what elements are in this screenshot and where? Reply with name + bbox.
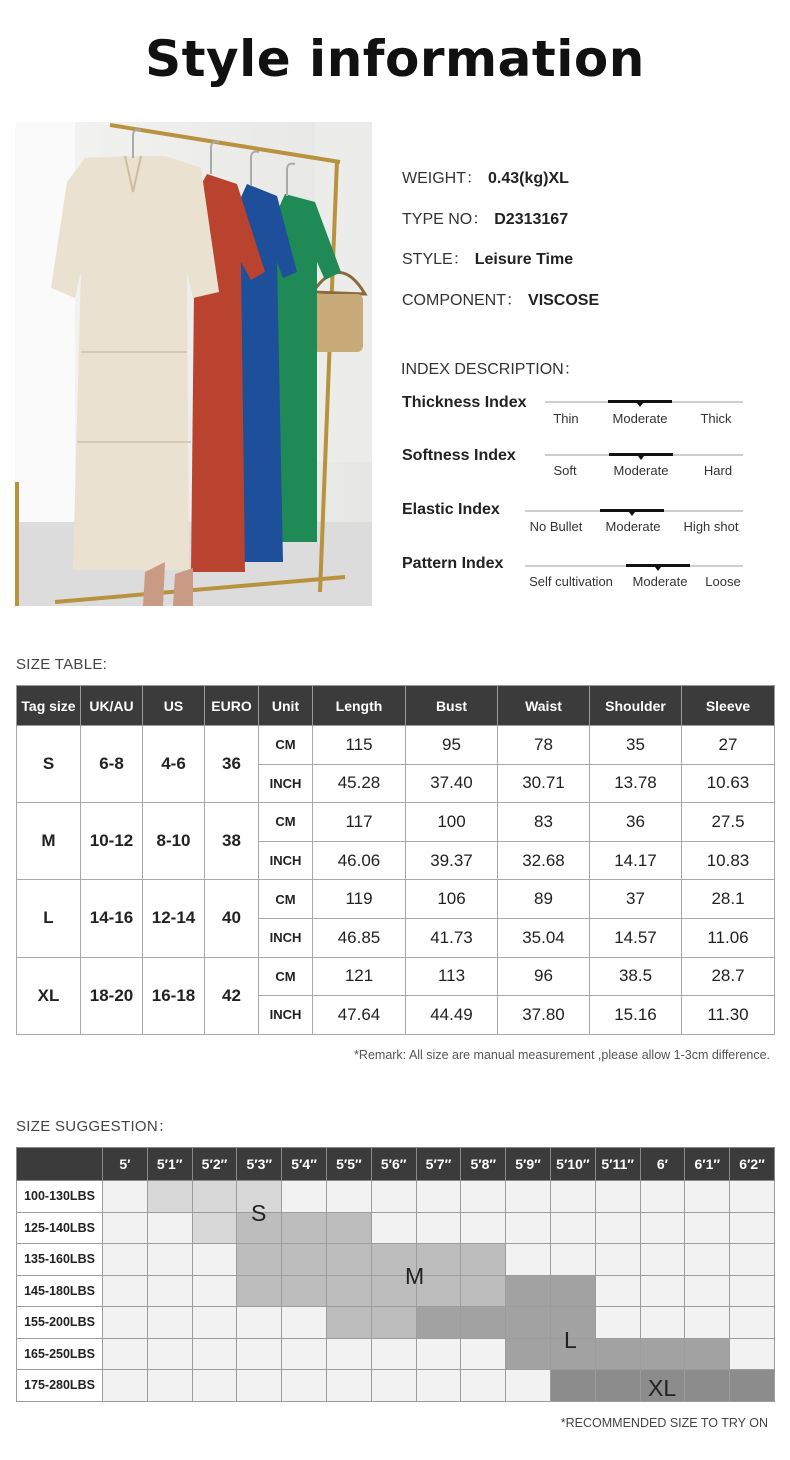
zone-label-l: L (564, 1327, 577, 1353)
shoulder-cm: 36 (590, 803, 682, 842)
softness-index-pointer-icon (638, 456, 644, 460)
length-inch: 45.28 (313, 764, 406, 803)
shoulder-inch: 13.78 (590, 764, 682, 803)
table-row (17, 803, 775, 842)
sleeve-cm: 28.1 (682, 880, 775, 919)
grid-cell (416, 1212, 461, 1244)
grid-cell (103, 1370, 148, 1402)
waist-cm: 83 (498, 803, 590, 842)
size-suggestion-grid (16, 1147, 775, 1402)
grid-cell (595, 1212, 640, 1244)
weight-label: 175-280LBS (17, 1370, 103, 1402)
bust-cm: 100 (406, 803, 498, 842)
grid-cell (103, 1181, 148, 1213)
grid-cell (730, 1275, 775, 1307)
elastic-index-name: Elastic Index (402, 501, 500, 518)
uk-au-size: 14-16 (81, 880, 143, 957)
grid-cell (595, 1181, 640, 1213)
bust-cm: 106 (406, 880, 498, 919)
height-header: 5′8″ (461, 1148, 506, 1181)
euro-size: 38 (205, 803, 259, 880)
sleeve-cm: 28.7 (682, 957, 775, 996)
grid-cell (371, 1212, 416, 1244)
elastic-label-mid: Moderate (605, 519, 661, 534)
height-header: 5′4″ (282, 1148, 327, 1181)
grid-cell (640, 1212, 685, 1244)
grid-cell (685, 1307, 730, 1339)
size-table-header (17, 686, 775, 726)
grid-cell (103, 1212, 148, 1244)
grid-cell (371, 1370, 416, 1402)
recommend-note: *RECOMMENDED SIZE TO TRY ON (560, 1416, 768, 1430)
grid-cell (685, 1181, 730, 1213)
grid-cell (103, 1307, 148, 1339)
tag-size: L (17, 880, 81, 957)
size-table-label: SIZE TABLE: (16, 656, 108, 673)
waist-cm: 96 (498, 957, 590, 996)
unit-inch: INCH (259, 918, 313, 957)
size-suggestion-header (17, 1148, 775, 1181)
waist-inch: 37.80 (498, 996, 590, 1035)
grid-cell (103, 1244, 148, 1276)
tag-size: S (17, 726, 81, 803)
bust-cm: 113 (406, 957, 498, 996)
grid-cell (371, 1307, 416, 1339)
header-uk-au: UK/AU (81, 686, 143, 726)
shoulder-inch: 14.57 (590, 918, 682, 957)
size-table (16, 685, 775, 1035)
grid-cell (461, 1338, 506, 1370)
grid-cell (237, 1338, 282, 1370)
grid-cell (730, 1244, 775, 1276)
weight-label: 125-140LBS (17, 1212, 103, 1244)
grid-cell (550, 1244, 595, 1276)
weight-label: 165-250LBS (17, 1338, 103, 1370)
tag-size: M (17, 803, 81, 880)
grid-cell (640, 1338, 685, 1370)
pattern-label-low: Self cultivation (529, 574, 613, 589)
grid-cell (192, 1212, 237, 1244)
sleeve-inch: 11.06 (682, 918, 775, 957)
grid-cell (506, 1307, 551, 1339)
grid-cell (326, 1244, 371, 1276)
grid-cell (640, 1307, 685, 1339)
grid-cell (326, 1370, 371, 1402)
sleeve-cm: 27.5 (682, 803, 775, 842)
grid-cell (685, 1212, 730, 1244)
grid-cell (595, 1307, 640, 1339)
bust-inch: 39.37 (406, 841, 498, 880)
spec-weight: WEIGHT： 0.43(kg)XL (402, 170, 569, 187)
grid-cell (595, 1275, 640, 1307)
grid-cell (461, 1244, 506, 1276)
grid-cell (326, 1275, 371, 1307)
length-inch: 47.64 (313, 996, 406, 1035)
grid-cell (103, 1338, 148, 1370)
header-unit: Unit (259, 686, 313, 726)
grid-cell (326, 1307, 371, 1339)
sleeve-inch: 11.30 (682, 996, 775, 1035)
header-shoulder: Shoulder (590, 686, 682, 726)
header-us: US (143, 686, 205, 726)
softness-label-low: Soft (553, 463, 577, 478)
grid-cell (595, 1244, 640, 1276)
elastic-label-low: No Bullet (529, 519, 583, 534)
height-header: 5′5″ (326, 1148, 371, 1181)
grid-row (17, 1244, 775, 1276)
softness-label-mid: Moderate (613, 463, 669, 478)
thickness-index-name: Thickness Index (402, 394, 527, 411)
size-suggestion-label: SIZE SUGGESTION： (16, 1118, 174, 1135)
grid-cell (192, 1244, 237, 1276)
shoulder-cm: 35 (590, 726, 682, 765)
grid-cell (416, 1181, 461, 1213)
grid-cell (147, 1244, 192, 1276)
header-tag-size: Tag size (17, 686, 81, 726)
grid-cell (326, 1338, 371, 1370)
uk-au-size: 18-20 (81, 957, 143, 1034)
height-header: 6′1″ (685, 1148, 730, 1181)
shoulder-cm: 37 (590, 880, 682, 919)
us-size: 4-6 (143, 726, 205, 803)
grid-cell (416, 1338, 461, 1370)
grid-cell (192, 1338, 237, 1370)
height-header: 5′7″ (416, 1148, 461, 1181)
header-euro: EURO (205, 686, 259, 726)
index-description-heading: INDEX DESCRIPTION： (401, 361, 580, 378)
grid-cell (416, 1307, 461, 1339)
unit-inch: INCH (259, 996, 313, 1035)
unit-cm: CM (259, 880, 313, 919)
grid-row (17, 1181, 775, 1213)
grid-cell (640, 1275, 685, 1307)
height-header: 6′2″ (730, 1148, 775, 1181)
height-header: 5′ (103, 1148, 148, 1181)
pattern-label-mid: Moderate (632, 574, 688, 589)
uk-au-size: 6-8 (81, 726, 143, 803)
length-cm: 115 (313, 726, 406, 765)
bust-cm: 95 (406, 726, 498, 765)
grid-cell (730, 1181, 775, 1213)
dress-rack-photo-icon (15, 122, 372, 606)
header-waist: Waist (498, 686, 590, 726)
euro-size: 40 (205, 880, 259, 957)
grid-cell (506, 1370, 551, 1402)
grid-cell (685, 1244, 730, 1276)
grid-cell (730, 1307, 775, 1339)
length-inch: 46.85 (313, 918, 406, 957)
grid-cell (237, 1370, 282, 1402)
pattern-index-pointer-icon (655, 567, 661, 571)
grid-cell (685, 1370, 730, 1402)
grid-cell (237, 1244, 282, 1276)
grid-cell (685, 1275, 730, 1307)
unit-cm: CM (259, 957, 313, 996)
thickness-label-low: Thin (553, 411, 579, 426)
height-header: 5′2″ (192, 1148, 237, 1181)
table-row (17, 880, 775, 919)
grid-cell (461, 1307, 506, 1339)
grid-cell (506, 1244, 551, 1276)
grid-row (17, 1307, 775, 1339)
us-size: 16-18 (143, 957, 205, 1034)
grid-row (17, 1275, 775, 1307)
grid-cell (147, 1370, 192, 1402)
grid-cell (595, 1338, 640, 1370)
spec-type-no: TYPE NO： D2313167 (402, 211, 569, 228)
shoulder-inch: 14.17 (590, 841, 682, 880)
grid-cell (685, 1338, 730, 1370)
measurement-remark: *Remark: All size are manual measurement ,please allow 1-3cm difference. (354, 1048, 770, 1062)
height-header: 5′6″ (371, 1148, 416, 1181)
header-bust: Bust (406, 686, 498, 726)
grid-cell (506, 1275, 551, 1307)
grid-cell (371, 1181, 416, 1213)
grid-cell (282, 1275, 327, 1307)
bust-inch: 37.40 (406, 764, 498, 803)
length-cm: 117 (313, 803, 406, 842)
unit-cm: CM (259, 803, 313, 842)
shoulder-inch: 15.16 (590, 996, 682, 1035)
grid-cell (595, 1370, 640, 1402)
grid-cell (192, 1370, 237, 1402)
length-cm: 119 (313, 880, 406, 919)
grid-cell (461, 1181, 506, 1213)
unit-cm: CM (259, 726, 313, 765)
table-row (17, 957, 775, 996)
weight-label: 145-180LBS (17, 1275, 103, 1307)
thickness-label-high: Thick (700, 411, 732, 426)
unit-inch: INCH (259, 764, 313, 803)
grid-cell (416, 1370, 461, 1402)
grid-cell (326, 1212, 371, 1244)
zone-label-xl: XL (648, 1375, 677, 1401)
grid-cell (371, 1338, 416, 1370)
uk-au-size: 10-12 (81, 803, 143, 880)
length-inch: 46.06 (313, 841, 406, 880)
grid-cell (103, 1275, 148, 1307)
header-sleeve: Sleeve (682, 686, 775, 726)
grid-cell (282, 1181, 327, 1213)
sleeve-cm: 27 (682, 726, 775, 765)
grid-cell (147, 1212, 192, 1244)
grid-cell (461, 1370, 506, 1402)
grid-cell (192, 1181, 237, 1213)
weight-label: 100-130LBS (17, 1181, 103, 1213)
waist-inch: 32.68 (498, 841, 590, 880)
zone-label-m: M (405, 1263, 425, 1289)
waist-inch: 35.04 (498, 918, 590, 957)
softness-label-high: Hard (703, 463, 733, 478)
bust-inch: 44.49 (406, 996, 498, 1035)
table-row (17, 726, 775, 765)
grid-cell (282, 1338, 327, 1370)
weight-label: 155-200LBS (17, 1307, 103, 1339)
grid-cell (550, 1275, 595, 1307)
tag-size: XL (17, 957, 81, 1034)
bust-inch: 41.73 (406, 918, 498, 957)
sleeve-inch: 10.83 (682, 841, 775, 880)
thickness-label-mid: Moderate (612, 411, 668, 426)
grid-cell (550, 1212, 595, 1244)
grid-cell (461, 1212, 506, 1244)
pattern-label-high: Loose (705, 574, 741, 589)
sleeve-inch: 10.63 (682, 764, 775, 803)
grid-cell (282, 1370, 327, 1402)
product-photo (15, 122, 372, 606)
grid-cell (461, 1275, 506, 1307)
grid-cell (506, 1212, 551, 1244)
grid-cell (282, 1212, 327, 1244)
unit-inch: INCH (259, 841, 313, 880)
grid-cell (506, 1181, 551, 1213)
pattern-index-name: Pattern Index (402, 555, 504, 572)
grid-cell (237, 1275, 282, 1307)
grid-cell (730, 1338, 775, 1370)
spec-style: STYLE： Leisure Time (402, 251, 574, 268)
softness-index-name: Softness Index (402, 447, 516, 464)
height-header: 5′9″ (506, 1148, 551, 1181)
grid-row (17, 1338, 775, 1370)
grid-cell (147, 1307, 192, 1339)
height-header: 6′ (640, 1148, 685, 1181)
zone-label-s: S (251, 1200, 267, 1226)
elastic-index-pointer-icon (629, 512, 635, 516)
grid-cell (506, 1338, 551, 1370)
spec-component: COMPONENT： VISCOSE (402, 292, 600, 309)
us-size: 12-14 (143, 880, 205, 957)
grid-cell (282, 1307, 327, 1339)
grid-cell (730, 1370, 775, 1402)
height-header: 5′10″ (550, 1148, 595, 1181)
grid-cell (147, 1338, 192, 1370)
elastic-label-high: High shot (683, 519, 739, 534)
grid-cell (550, 1370, 595, 1402)
grid-cell (192, 1307, 237, 1339)
waist-inch: 30.71 (498, 764, 590, 803)
grid-corner (17, 1148, 103, 1181)
grid-cell (730, 1212, 775, 1244)
height-header: 5′3″ (237, 1148, 282, 1181)
grid-cell (237, 1307, 282, 1339)
page-title: Style information (145, 30, 645, 88)
shoulder-cm: 38.5 (590, 957, 682, 996)
grid-cell (326, 1181, 371, 1213)
waist-cm: 89 (498, 880, 590, 919)
grid-cell (282, 1244, 327, 1276)
grid-cell (640, 1244, 685, 1276)
header-length: Length (313, 686, 406, 726)
waist-cm: 78 (498, 726, 590, 765)
us-size: 8-10 (143, 803, 205, 880)
thickness-index-pointer-icon (637, 403, 643, 407)
weight-label: 135-160LBS (17, 1244, 103, 1276)
grid-cell (550, 1181, 595, 1213)
euro-size: 36 (205, 726, 259, 803)
grid-cell (147, 1181, 192, 1213)
grid-cell (147, 1275, 192, 1307)
length-cm: 121 (313, 957, 406, 996)
grid-cell (640, 1181, 685, 1213)
euro-size: 42 (205, 957, 259, 1034)
height-header: 5′1″ (147, 1148, 192, 1181)
grid-row (17, 1212, 775, 1244)
height-header: 5′11″ (595, 1148, 640, 1181)
grid-cell (192, 1275, 237, 1307)
